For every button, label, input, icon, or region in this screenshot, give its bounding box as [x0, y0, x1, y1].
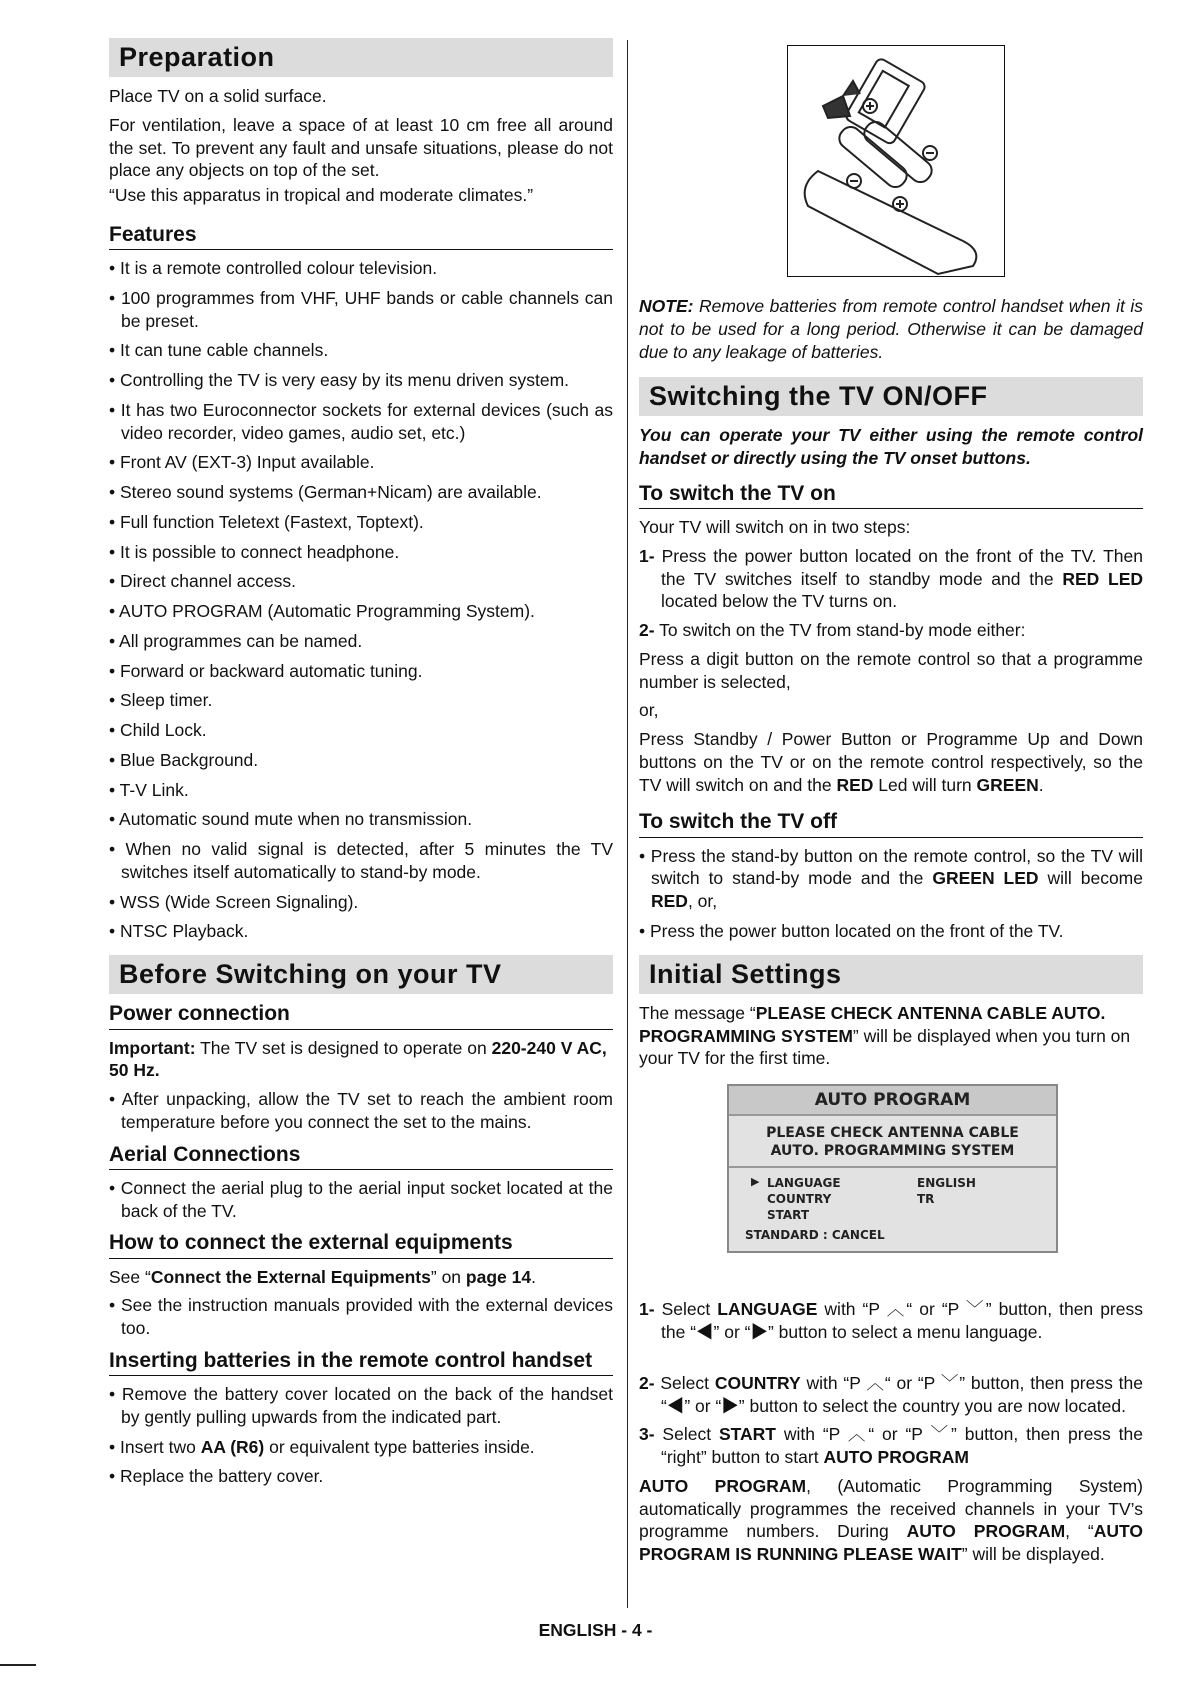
feature-item: • All programmes can be named. [109, 630, 363, 651]
feature-item: • When no valid signal is detected, after 5 minutes the TV switches itself automatically to stand-by mode. [109, 839, 613, 882]
initial-message: The message “PLEASE CHECK ANTENNA CABLE AUTO. PROGRAMMING SYSTEM” will be displayed when you turn on your TV for the first time. [639, 1002, 1131, 1069]
prep-para-2: For ventilation, leave a space of at least 10 cm free all around the set. To prevent any fault and unsafe situations, please do not place any objects on top of the set. [109, 114, 613, 181]
switch-on-standby: Press Standby / Power Button or Programme Up and Down buttons on the TV or on the remote control respectively, so the TV will switch on and the RED Led will turn GREEN. [639, 729, 1143, 795]
column-divider [627, 40, 628, 1608]
switch-on-heading: To switch the TV on [639, 480, 1143, 509]
aerial-heading: Aerial Connections [109, 1141, 613, 1170]
feature-item: • Front AV (EXT-3) Input available. [109, 452, 375, 473]
switch-off-heading: To switch the TV off [639, 808, 1143, 837]
feature-item: • It can tune cable channels. [109, 340, 329, 361]
osd-title: AUTO PROGRAM [729, 1086, 1056, 1116]
osd-message: PLEASE CHECK ANTENNA CABLE AUTO. PROGRAMMING SYSTEM [729, 1116, 1056, 1167]
initial-step-1: 1- Select LANGUAGE with “P ︿“ or “P ﹀” button, then press the “◀” or “▶” button to select a menu language. [639, 1299, 1143, 1342]
auto-program-osd [727, 1084, 1058, 1253]
switch-off-bullet-2: • Press the power button located on the front of the TV. [639, 920, 1064, 941]
feature-item: • Stereo sound systems (German+Nicam) are available. [109, 482, 542, 503]
feature-item: • AUTO PROGRAM (Automatic Programming System). [109, 601, 535, 622]
feature-item: • Full function Teletext (Fastext, Toptext). [109, 511, 424, 532]
preparation-heading: Preparation [109, 38, 613, 77]
initial-settings-heading: Initial Settings [639, 955, 1143, 994]
osd-start-row[interactable]: START [767, 1207, 810, 1222]
switch-on-para: Your TV will switch on in two steps: [639, 517, 911, 538]
feature-item: • It is possible to connect headphone. [109, 541, 400, 562]
feature-item: • Forward or backward automatic tuning. [109, 660, 423, 681]
switch-on-or: or, [639, 700, 659, 721]
features-list [109, 257, 613, 943]
power-connection-heading: Power connection [109, 1000, 613, 1029]
features-heading: Features [109, 221, 613, 250]
switching-intro: You can operate your TV either using the remote control handset or directly using the TV onset buttons. [639, 425, 1143, 469]
battery-bullet-2: • Insert two AA (R6) or equivalent type batteries inside. [109, 1436, 535, 1457]
see-reference: See “Connect the External Equipments” on page 14. [109, 1266, 536, 1287]
remote-control-icon [788, 46, 1004, 276]
battery-bullet-1: • Remove the battery cover located on the back of the handset by gently pulling upwards from the indicated part. [109, 1384, 613, 1427]
osd-country-row[interactable]: COUNTRY TR [767, 1191, 935, 1206]
osd-menu [729, 1168, 1056, 1252]
aerial-bullet: • Connect the aerial plug to the aerial input socket located at the back of the TV. [109, 1177, 613, 1221]
feature-item: • 100 programmes from VHF, UHF bands or cable channels can be preset. [109, 287, 613, 331]
switching-heading: Switching the TV ON/OFF [639, 377, 1143, 416]
switch-on-digit: Press a digit button on the remote control so that a programme number is selected, [639, 648, 1143, 692]
right-column [639, 38, 1143, 1572]
external-heading: How to connect the external equipments [109, 1229, 613, 1258]
prep-para-3: “Use this apparatus in tropical and moderate climates.” [109, 185, 534, 206]
feature-item: • It is a remote controlled colour television. [109, 258, 438, 279]
feature-item: • Direct channel access. [109, 571, 297, 592]
initial-step-2: 2- Select COUNTRY with “P ︿“ or “P ﹀” button, then press the “◀” or “▶” button to select the country you are now located. [639, 1372, 1143, 1416]
battery-note: NOTE: Remove batteries from remote control handset when it is not to be used for a long period. Otherwise it can be damaged due to any leakage of batteries. [639, 296, 1143, 362]
feature-item: • It has two Euroconnector sockets for external devices (such as video recorder, video games, audio set, etc.) [109, 399, 613, 443]
before-switching-heading: Before Switching on your TV [109, 955, 613, 994]
corner-mark [0, 1664, 36, 1666]
feature-item: • NTSC Playback. [109, 921, 249, 942]
osd-standard-row: STANDARD : CANCEL [745, 1228, 885, 1243]
selection-arrow-icon: ▶ [751, 1174, 760, 1188]
feature-item: • Automatic sound mute when no transmission. [109, 809, 473, 830]
batteries-heading: Inserting batteries in the remote control handset [109, 1347, 613, 1376]
battery-bullet-3: • Replace the battery cover. [109, 1466, 324, 1487]
switch-on-step-2: 2- To switch on the TV from stand-by mode either: [639, 620, 1026, 641]
page-footer: ENGLISH - 4 - [538, 1620, 653, 1640]
external-bullet: • See the instruction manuals provided with the external devices too. [109, 1295, 613, 1339]
switch-on-step-1: 1- Press the power button located on the front of the TV. Then the TV switches itself to standby mode and the RED LED located below the TV turns on. [639, 545, 1144, 612]
feature-item: • Blue Background. [109, 749, 259, 770]
feature-item: • Child Lock. [109, 720, 207, 741]
auto-program-description: AUTO PROGRAM, (Automatic Programming System) automatically programmes the received channels in your TV’s programme numbers. During AUTO PROGRAM, “AUTO PROGRAM IS RUNNING PLEASE WAIT” will be displayed. [639, 1475, 1143, 1564]
power-bullet: • After unpacking, allow the TV set to reach the ambient room temperature before you connect the set to the mains. [109, 1089, 613, 1132]
feature-item: • Sleep timer. [109, 690, 213, 711]
left-column [109, 38, 613, 1495]
feature-item: • WSS (Wide Screen Signaling). [109, 891, 359, 912]
important-note: Important: The TV set is designed to operate on 220-240 V AC, 50 Hz. [109, 1037, 607, 1081]
prep-para-1: Place TV on a solid surface. [109, 86, 327, 107]
switch-off-bullet-1: • Press the stand-by button on the remote control, so the TV will switch to stand-by mode and the GREEN LED will become RED, or, [639, 845, 1143, 912]
osd-language-row[interactable]: ▶ LANGUAGE ENGLISH [751, 1174, 976, 1190]
feature-item: • Controlling the TV is very easy by its menu driven system. [109, 370, 570, 391]
remote-battery-illustration [787, 45, 1005, 277]
feature-item: • T-V Link. [109, 779, 189, 800]
initial-step-3: 3- Select START with “P ︿“ or “P ﹀” button, then press the “right” button to start AUTO PROGRAM [639, 1424, 1143, 1467]
